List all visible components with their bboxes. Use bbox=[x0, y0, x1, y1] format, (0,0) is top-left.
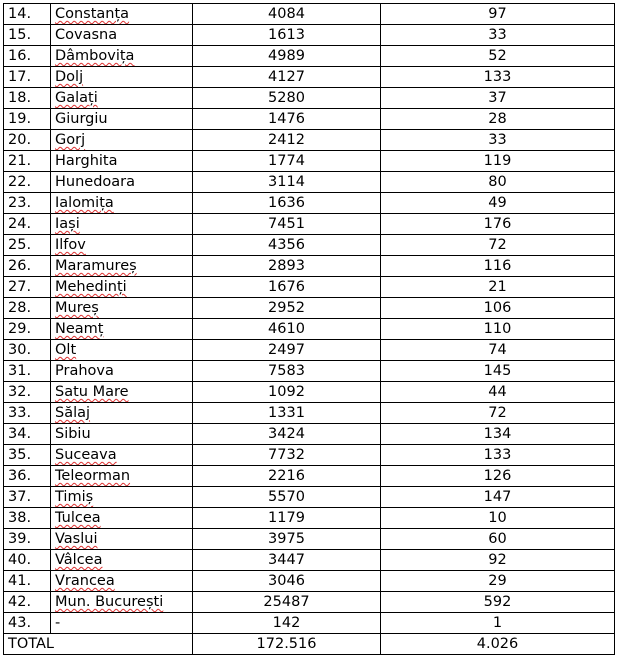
value-b-text: 592 bbox=[483, 594, 512, 610]
county-name bbox=[51, 67, 193, 88]
county-name-text: Ialomița bbox=[55, 195, 114, 211]
row-number bbox=[4, 550, 51, 571]
row-number-text: 31. bbox=[8, 363, 32, 379]
row-number bbox=[4, 4, 51, 25]
row-number bbox=[4, 340, 51, 361]
table-row bbox=[4, 214, 615, 235]
table-row bbox=[4, 508, 615, 529]
row-number-text: 33. bbox=[8, 405, 32, 421]
row-number-text: 38. bbox=[8, 510, 32, 526]
value-b-text: 147 bbox=[483, 489, 512, 505]
value-a-text: 4127 bbox=[268, 69, 305, 85]
county-name-text: Tulcea bbox=[55, 510, 101, 526]
row-number-text: 24. bbox=[8, 216, 32, 232]
table-row bbox=[4, 319, 615, 340]
county-name-text: Suceava bbox=[55, 447, 117, 463]
value-b bbox=[381, 235, 615, 256]
value-a bbox=[193, 508, 381, 529]
value-a bbox=[193, 151, 381, 172]
county-name bbox=[51, 88, 193, 109]
value-a-text: 1613 bbox=[268, 27, 305, 43]
county-name bbox=[51, 508, 193, 529]
county-name-text: Dolj bbox=[55, 69, 84, 85]
row-number bbox=[4, 67, 51, 88]
value-b-text: 106 bbox=[483, 300, 512, 316]
value-b-text: 176 bbox=[483, 216, 512, 232]
table-row bbox=[4, 109, 615, 130]
value-b-text: 10 bbox=[488, 510, 507, 526]
row-number bbox=[4, 277, 51, 298]
county-name-text: - bbox=[55, 615, 61, 631]
value-a bbox=[193, 592, 381, 613]
value-a-text: 7732 bbox=[268, 447, 305, 463]
row-number bbox=[4, 592, 51, 613]
value-b-text: 145 bbox=[483, 363, 512, 379]
value-b-text: 49 bbox=[488, 195, 507, 211]
county-name bbox=[51, 571, 193, 592]
value-b bbox=[381, 319, 615, 340]
value-b-text: 126 bbox=[483, 468, 512, 484]
value-a-text: 5570 bbox=[268, 489, 305, 505]
county-name bbox=[51, 466, 193, 487]
row-number-text: 30. bbox=[8, 342, 32, 358]
table-row bbox=[4, 592, 615, 613]
value-b-text: 29 bbox=[488, 573, 507, 589]
value-b bbox=[381, 508, 615, 529]
county-name bbox=[51, 109, 193, 130]
value-a-text: 142 bbox=[272, 615, 301, 631]
value-b-text: 92 bbox=[488, 552, 507, 568]
value-a-text: 3114 bbox=[268, 174, 305, 190]
table-row bbox=[4, 193, 615, 214]
value-a bbox=[193, 256, 381, 277]
value-b bbox=[381, 193, 615, 214]
value-a-text: 3046 bbox=[268, 573, 305, 589]
row-number bbox=[4, 130, 51, 151]
value-b-text: 37 bbox=[488, 90, 507, 106]
county-name bbox=[51, 445, 193, 466]
county-name bbox=[51, 25, 193, 46]
county-name bbox=[51, 4, 193, 25]
county-name-text: Neamț bbox=[55, 321, 104, 337]
row-number-text: 21. bbox=[8, 153, 32, 169]
value-b-text: 110 bbox=[483, 321, 512, 337]
value-a bbox=[193, 424, 381, 445]
row-number bbox=[4, 487, 51, 508]
table-row bbox=[4, 298, 615, 319]
county-name bbox=[51, 46, 193, 67]
total-value-a: 172.516 bbox=[193, 634, 381, 655]
value-a-text: 1331 bbox=[268, 405, 305, 421]
county-name-text: Mureș bbox=[55, 300, 99, 316]
row-number-text: 40. bbox=[8, 552, 32, 568]
county-name bbox=[51, 487, 193, 508]
row-number bbox=[4, 466, 51, 487]
value-b-text: 116 bbox=[483, 258, 512, 274]
value-b-text: 60 bbox=[488, 531, 507, 547]
row-number-text: 42. bbox=[8, 594, 32, 610]
county-name-text: Sălaj bbox=[55, 405, 91, 421]
value-b-text: 134 bbox=[483, 426, 512, 442]
row-number bbox=[4, 361, 51, 382]
value-a-text: 1676 bbox=[268, 279, 305, 295]
value-b-text: 72 bbox=[488, 405, 507, 421]
value-b-text: 97 bbox=[488, 6, 507, 22]
county-name-text: Hunedoara bbox=[55, 174, 136, 190]
value-b-text: 28 bbox=[488, 111, 507, 127]
value-b bbox=[381, 25, 615, 46]
value-a bbox=[193, 130, 381, 151]
total-label: TOTAL bbox=[4, 634, 193, 655]
row-number bbox=[4, 571, 51, 592]
value-a-text: 1476 bbox=[268, 111, 305, 127]
county-name bbox=[51, 130, 193, 151]
value-a-text: 2216 bbox=[268, 468, 305, 484]
value-b bbox=[381, 382, 615, 403]
value-b bbox=[381, 361, 615, 382]
county-name bbox=[51, 319, 193, 340]
row-number bbox=[4, 151, 51, 172]
table-row bbox=[4, 88, 615, 109]
row-number bbox=[4, 172, 51, 193]
county-name-text: Satu Mare bbox=[55, 384, 129, 400]
county-name-text: Olt bbox=[55, 342, 77, 358]
row-number-text: 39. bbox=[8, 531, 32, 547]
table-row bbox=[4, 361, 615, 382]
row-number-text: 16. bbox=[8, 48, 32, 64]
value-b-text: 33 bbox=[488, 27, 507, 43]
table-row bbox=[4, 46, 615, 67]
table-row bbox=[4, 340, 615, 361]
table-row bbox=[4, 466, 615, 487]
row-number-text: 37. bbox=[8, 489, 32, 505]
row-number bbox=[4, 508, 51, 529]
county-name-text: Teleorman bbox=[55, 468, 131, 484]
value-a bbox=[193, 382, 381, 403]
county-name-text: Vâlcea bbox=[55, 552, 103, 568]
row-number bbox=[4, 256, 51, 277]
value-a-text: 7451 bbox=[268, 216, 305, 232]
value-b-text: 52 bbox=[488, 48, 507, 64]
county-name-text: Harghita bbox=[55, 153, 118, 169]
county-name-text: Mehedinți bbox=[55, 279, 127, 295]
table-row bbox=[4, 277, 615, 298]
row-number bbox=[4, 214, 51, 235]
value-b bbox=[381, 424, 615, 445]
table-row bbox=[4, 151, 615, 172]
value-a-text: 2893 bbox=[268, 258, 305, 274]
value-b-text: 1 bbox=[492, 615, 503, 631]
value-a bbox=[193, 109, 381, 130]
value-b bbox=[381, 151, 615, 172]
value-b bbox=[381, 340, 615, 361]
value-a bbox=[193, 172, 381, 193]
county-name bbox=[51, 529, 193, 550]
county-name-text: Maramureș bbox=[55, 258, 137, 274]
county-name bbox=[51, 382, 193, 403]
value-a bbox=[193, 277, 381, 298]
county-name bbox=[51, 172, 193, 193]
value-b bbox=[381, 277, 615, 298]
table-row bbox=[4, 550, 615, 571]
value-b-text: 119 bbox=[483, 153, 512, 169]
value-a bbox=[193, 88, 381, 109]
value-a-text: 4084 bbox=[268, 6, 305, 22]
value-a bbox=[193, 550, 381, 571]
row-number bbox=[4, 46, 51, 67]
value-b bbox=[381, 550, 615, 571]
row-number-text: 28. bbox=[8, 300, 32, 316]
value-a-text: 4356 bbox=[268, 237, 305, 253]
table-row bbox=[4, 235, 615, 256]
value-a-text: 7583 bbox=[268, 363, 305, 379]
value-a bbox=[193, 487, 381, 508]
row-number-text: 36. bbox=[8, 468, 32, 484]
row-number bbox=[4, 445, 51, 466]
value-b bbox=[381, 46, 615, 67]
value-b bbox=[381, 466, 615, 487]
value-a-text: 1092 bbox=[268, 384, 305, 400]
table-row bbox=[4, 67, 615, 88]
county-table bbox=[3, 3, 615, 655]
value-a-text: 2497 bbox=[268, 342, 305, 358]
value-b-text: 133 bbox=[483, 69, 512, 85]
county-name-text: Iași bbox=[55, 216, 80, 232]
row-number-text: 41. bbox=[8, 573, 32, 589]
value-a-text: 3424 bbox=[268, 426, 305, 442]
row-number bbox=[4, 424, 51, 445]
value-a bbox=[193, 193, 381, 214]
table-row bbox=[4, 4, 615, 25]
total-row bbox=[4, 634, 615, 655]
county-name bbox=[51, 256, 193, 277]
row-number-text: 14. bbox=[8, 6, 32, 22]
county-name bbox=[51, 613, 193, 634]
county-name bbox=[51, 193, 193, 214]
row-number bbox=[4, 319, 51, 340]
county-name bbox=[51, 214, 193, 235]
row-number bbox=[4, 88, 51, 109]
value-a-text: 4610 bbox=[268, 321, 305, 337]
value-b-text: 133 bbox=[483, 447, 512, 463]
row-number-text: 26. bbox=[8, 258, 32, 274]
table-row bbox=[4, 529, 615, 550]
row-number-text: 25. bbox=[8, 237, 32, 253]
county-name-text: Galați bbox=[55, 90, 98, 106]
value-b bbox=[381, 67, 615, 88]
row-number bbox=[4, 382, 51, 403]
county-name-text: Vaslui bbox=[55, 531, 98, 547]
county-name bbox=[51, 361, 193, 382]
value-b bbox=[381, 109, 615, 130]
row-number-text: 27. bbox=[8, 279, 32, 295]
value-a-text: 1179 bbox=[268, 510, 305, 526]
table-row bbox=[4, 172, 615, 193]
row-number bbox=[4, 403, 51, 424]
value-a bbox=[193, 25, 381, 46]
row-number bbox=[4, 25, 51, 46]
row-number bbox=[4, 193, 51, 214]
row-number-text: 19. bbox=[8, 111, 32, 127]
table-row bbox=[4, 382, 615, 403]
value-b bbox=[381, 172, 615, 193]
row-number-text: 20. bbox=[8, 132, 32, 148]
county-name bbox=[51, 151, 193, 172]
value-a-text: 4989 bbox=[268, 48, 305, 64]
value-a bbox=[193, 298, 381, 319]
county-name-text: Prahova bbox=[55, 363, 114, 379]
value-a bbox=[193, 403, 381, 424]
value-b bbox=[381, 298, 615, 319]
value-a bbox=[193, 529, 381, 550]
value-a-text: 5280 bbox=[268, 90, 305, 106]
county-name-text: Dâmbovița bbox=[55, 48, 135, 64]
row-number-text: 43. bbox=[8, 615, 32, 631]
table-row bbox=[4, 130, 615, 151]
county-name-text: Constanța bbox=[55, 6, 130, 22]
county-name-text: Vrancea bbox=[55, 573, 115, 589]
row-number bbox=[4, 529, 51, 550]
county-name bbox=[51, 235, 193, 256]
value-b bbox=[381, 88, 615, 109]
value-b bbox=[381, 613, 615, 634]
value-a-text: 2952 bbox=[268, 300, 305, 316]
value-a-text: 1636 bbox=[268, 195, 305, 211]
value-b bbox=[381, 130, 615, 151]
value-a bbox=[193, 613, 381, 634]
row-number-text: 35. bbox=[8, 447, 32, 463]
row-number-text: 15. bbox=[8, 27, 32, 43]
value-a bbox=[193, 46, 381, 67]
value-a bbox=[193, 67, 381, 88]
row-number bbox=[4, 613, 51, 634]
value-b-text: 74 bbox=[488, 342, 507, 358]
value-b-text: 44 bbox=[488, 384, 507, 400]
value-b bbox=[381, 592, 615, 613]
value-b-text: 33 bbox=[488, 132, 507, 148]
table-row bbox=[4, 424, 615, 445]
value-a bbox=[193, 235, 381, 256]
value-a bbox=[193, 466, 381, 487]
county-name bbox=[51, 592, 193, 613]
county-name-text: Covasna bbox=[55, 27, 118, 43]
row-number-text: 22. bbox=[8, 174, 32, 190]
value-a bbox=[193, 319, 381, 340]
county-name-text: Ilfov bbox=[55, 237, 86, 253]
county-name-text: Timiș bbox=[55, 489, 94, 505]
total-value-b: 4.026 bbox=[381, 634, 615, 655]
value-a-text: 25487 bbox=[263, 594, 310, 610]
county-name bbox=[51, 550, 193, 571]
row-number-text: 23. bbox=[8, 195, 32, 211]
value-a bbox=[193, 571, 381, 592]
value-a bbox=[193, 214, 381, 235]
table-row bbox=[4, 613, 615, 634]
table-row bbox=[4, 445, 615, 466]
row-number-text: 18. bbox=[8, 90, 32, 106]
value-b bbox=[381, 214, 615, 235]
value-b bbox=[381, 256, 615, 277]
row-number-text: 29. bbox=[8, 321, 32, 337]
value-b-text: 21 bbox=[488, 279, 507, 295]
row-number-text: 17. bbox=[8, 69, 32, 85]
county-name-text: Sibiu bbox=[55, 426, 91, 442]
county-name bbox=[51, 340, 193, 361]
table-row bbox=[4, 25, 615, 46]
value-a-text: 3975 bbox=[268, 531, 305, 547]
value-b-text: 80 bbox=[488, 174, 507, 190]
value-a bbox=[193, 4, 381, 25]
row-number bbox=[4, 298, 51, 319]
value-b-text: 72 bbox=[488, 237, 507, 253]
table-row bbox=[4, 256, 615, 277]
row-number-text: 34. bbox=[8, 426, 32, 442]
county-name bbox=[51, 298, 193, 319]
value-a-text: 2412 bbox=[268, 132, 305, 148]
county-name bbox=[51, 403, 193, 424]
value-b bbox=[381, 487, 615, 508]
value-b bbox=[381, 4, 615, 25]
value-a bbox=[193, 445, 381, 466]
value-a bbox=[193, 361, 381, 382]
county-name-text: Mun. București bbox=[55, 594, 164, 610]
value-b bbox=[381, 571, 615, 592]
value-b bbox=[381, 445, 615, 466]
value-b bbox=[381, 403, 615, 424]
value-a-text: 1774 bbox=[268, 153, 305, 169]
row-number-text: 32. bbox=[8, 384, 32, 400]
value-b bbox=[381, 529, 615, 550]
county-name-text: Gorj bbox=[55, 132, 86, 148]
county-name bbox=[51, 424, 193, 445]
table-row bbox=[4, 403, 615, 424]
county-table-body bbox=[4, 4, 615, 634]
county-name bbox=[51, 277, 193, 298]
value-a-text: 3447 bbox=[268, 552, 305, 568]
county-name-text: Giurgiu bbox=[55, 111, 108, 127]
row-number bbox=[4, 109, 51, 130]
table-row bbox=[4, 487, 615, 508]
table-row bbox=[4, 571, 615, 592]
value-a bbox=[193, 340, 381, 361]
row-number bbox=[4, 235, 51, 256]
